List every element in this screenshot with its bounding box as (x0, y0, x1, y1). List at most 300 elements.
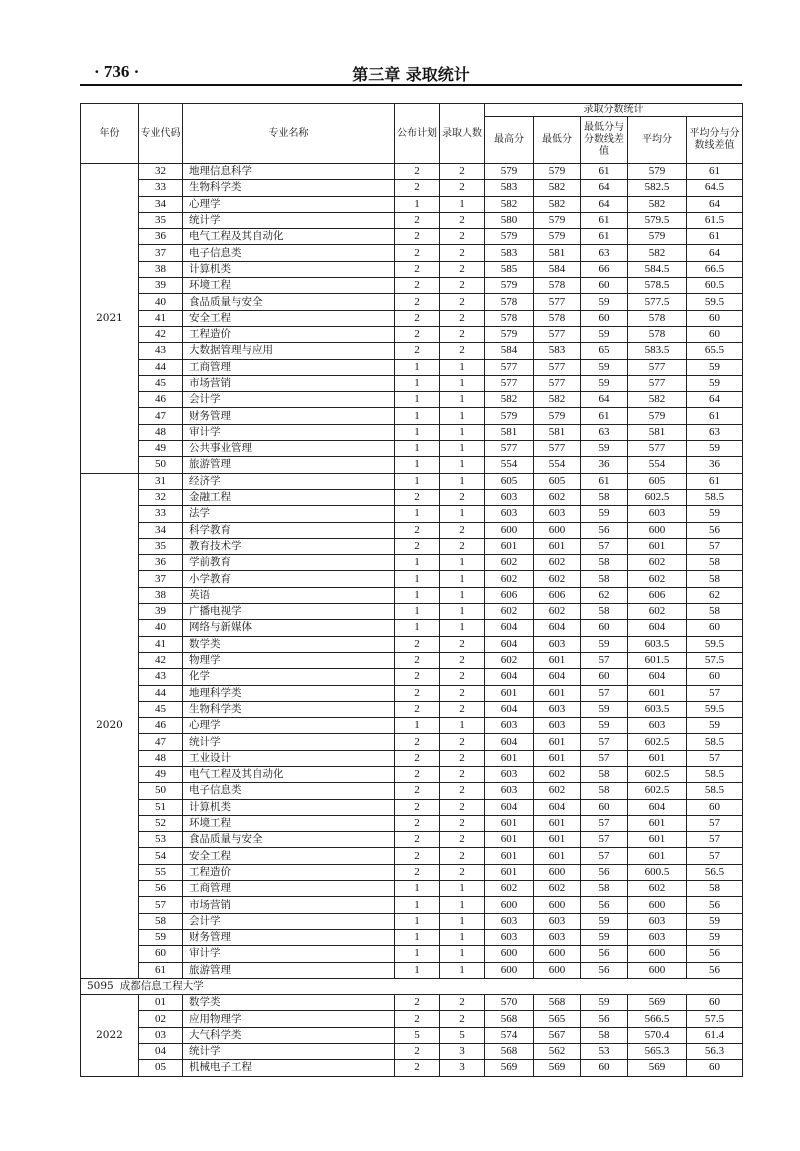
col-min: 最低分 (534, 117, 581, 164)
avg-cell: 582 (628, 392, 687, 408)
avg-diff-cell: 60 (687, 669, 743, 685)
plan-cell: 1 (395, 392, 440, 408)
avg-diff-cell: 58 (687, 881, 743, 897)
min-diff-cell: 58 (581, 571, 628, 587)
name-cell: 统计学 (183, 734, 395, 750)
avg-cell: 600.5 (628, 864, 687, 880)
avg-diff-cell: 56 (687, 946, 743, 962)
table-row (81, 1060, 743, 1076)
avg-diff-cell: 59 (687, 441, 743, 457)
plan-cell: 2 (395, 294, 440, 310)
admit-cell: 1 (440, 457, 485, 473)
name-cell: 工业设计 (183, 750, 395, 766)
avg-diff-cell: 57 (687, 832, 743, 848)
year-cell: 2020 (81, 473, 139, 978)
admit-cell: 1 (440, 946, 485, 962)
admit-cell: 2 (440, 799, 485, 815)
code-cell: 44 (139, 685, 183, 701)
plan-cell: 2 (395, 734, 440, 750)
max-cell: 574 (485, 1027, 534, 1043)
admit-cell: 1 (440, 473, 485, 489)
code-cell: 36 (139, 229, 183, 245)
name-cell: 金融工程 (183, 489, 395, 505)
plan-cell: 2 (395, 522, 440, 538)
name-cell: 食品质量与安全 (183, 832, 395, 848)
table-row (81, 848, 743, 864)
name-cell: 市场营销 (183, 897, 395, 913)
max-cell: 579 (485, 326, 534, 342)
col-admit: 录取人数 (440, 104, 485, 164)
code-cell: 37 (139, 245, 183, 261)
min-cell: 565 (534, 1011, 581, 1027)
code-cell: 56 (139, 881, 183, 897)
admit-cell: 2 (440, 245, 485, 261)
min-diff-cell: 62 (581, 587, 628, 603)
admit-cell: 1 (440, 897, 485, 913)
min-diff-cell: 58 (581, 881, 628, 897)
table-row (81, 310, 743, 326)
avg-cell: 602.5 (628, 766, 687, 782)
code-cell: 05 (139, 1060, 183, 1076)
avg-diff-cell: 62 (687, 587, 743, 603)
plan-cell: 2 (395, 489, 440, 505)
plan-cell: 2 (395, 701, 440, 717)
table-row (81, 555, 743, 571)
min-cell: 579 (534, 164, 581, 180)
max-cell: 579 (485, 408, 534, 424)
name-cell: 数学类 (183, 636, 395, 652)
min-diff-cell: 56 (581, 1011, 628, 1027)
plan-cell: 1 (395, 897, 440, 913)
min-diff-cell: 56 (581, 946, 628, 962)
table-row (81, 897, 743, 913)
admit-cell: 2 (440, 701, 485, 717)
code-cell: 55 (139, 864, 183, 880)
avg-diff-cell: 59 (687, 929, 743, 945)
min-cell: 601 (534, 750, 581, 766)
table-row (81, 652, 743, 668)
code-cell: 50 (139, 457, 183, 473)
avg-diff-cell: 61 (687, 229, 743, 245)
plan-cell: 1 (395, 587, 440, 603)
avg-cell: 569 (628, 995, 687, 1011)
plan-cell: 2 (395, 669, 440, 685)
avg-diff-cell: 59.5 (687, 701, 743, 717)
min-diff-cell: 59 (581, 995, 628, 1011)
plan-cell: 2 (395, 278, 440, 294)
min-cell: 562 (534, 1044, 581, 1060)
admit-cell: 1 (440, 506, 485, 522)
min-diff-cell: 60 (581, 1060, 628, 1076)
avg-cell: 600 (628, 962, 687, 978)
avg-cell: 602 (628, 604, 687, 620)
plan-cell: 2 (395, 1011, 440, 1027)
code-cell: 44 (139, 359, 183, 375)
min-diff-cell: 64 (581, 180, 628, 196)
admit-cell: 2 (440, 326, 485, 342)
admit-cell: 2 (440, 652, 485, 668)
avg-diff-cell: 58 (687, 555, 743, 571)
min-diff-cell: 59 (581, 913, 628, 929)
min-cell: 582 (534, 392, 581, 408)
max-cell: 601 (485, 538, 534, 554)
max-cell: 580 (485, 212, 534, 228)
max-cell: 554 (485, 457, 534, 473)
max-cell: 600 (485, 946, 534, 962)
min-diff-cell: 36 (581, 457, 628, 473)
plan-cell: 2 (395, 766, 440, 782)
max-cell: 604 (485, 799, 534, 815)
name-cell: 小学教育 (183, 571, 395, 587)
admit-cell: 2 (440, 1011, 485, 1027)
table-row (81, 326, 743, 342)
max-cell: 600 (485, 897, 534, 913)
avg-cell: 570.4 (628, 1027, 687, 1043)
admission-table (80, 103, 743, 1077)
min-cell: 605 (534, 473, 581, 489)
min-cell: 600 (534, 897, 581, 913)
min-diff-cell: 60 (581, 310, 628, 326)
avg-cell: 603.5 (628, 701, 687, 717)
col-stats-group: 录取分数统计 (485, 104, 743, 117)
name-cell: 财务管理 (183, 929, 395, 945)
table-row (81, 1011, 743, 1027)
table-row (81, 392, 743, 408)
admit-cell: 1 (440, 620, 485, 636)
min-cell: 579 (534, 212, 581, 228)
name-cell: 心理学 (183, 196, 395, 212)
table-row (81, 473, 743, 489)
plan-cell: 1 (395, 473, 440, 489)
max-cell: 600 (485, 962, 534, 978)
code-cell: 48 (139, 424, 183, 440)
name-cell: 大气科学类 (183, 1027, 395, 1043)
min-cell: 578 (534, 278, 581, 294)
min-cell: 603 (534, 701, 581, 717)
max-cell: 603 (485, 783, 534, 799)
table-row (81, 1044, 743, 1060)
max-cell: 604 (485, 701, 534, 717)
plan-cell: 1 (395, 506, 440, 522)
plan-cell: 2 (395, 1060, 440, 1076)
code-cell: 52 (139, 815, 183, 831)
max-cell: 603 (485, 489, 534, 505)
avg-cell: 569 (628, 1060, 687, 1076)
admit-cell: 2 (440, 164, 485, 180)
name-cell: 环境工程 (183, 815, 395, 831)
max-cell: 604 (485, 669, 534, 685)
col-code: 专业代码 (139, 104, 183, 164)
code-cell: 42 (139, 326, 183, 342)
plan-cell: 2 (395, 212, 440, 228)
table-row (81, 946, 743, 962)
min-diff-cell: 57 (581, 815, 628, 831)
avg-cell: 577.5 (628, 294, 687, 310)
admit-cell: 1 (440, 359, 485, 375)
min-cell: 603 (534, 929, 581, 945)
min-cell: 577 (534, 375, 581, 391)
code-cell: 40 (139, 620, 183, 636)
admit-cell: 1 (440, 929, 485, 945)
min-diff-cell: 58 (581, 604, 628, 620)
table-row (81, 832, 743, 848)
table-row (81, 180, 743, 196)
plan-cell: 1 (395, 457, 440, 473)
avg-cell: 606 (628, 587, 687, 603)
avg-diff-cell: 59.5 (687, 636, 743, 652)
code-cell: 51 (139, 799, 183, 815)
max-cell: 579 (485, 278, 534, 294)
plan-cell: 1 (395, 196, 440, 212)
table-row (81, 212, 743, 228)
name-cell: 物理学 (183, 652, 395, 668)
max-cell: 578 (485, 310, 534, 326)
min-diff-cell: 56 (581, 864, 628, 880)
avg-cell: 601 (628, 750, 687, 766)
max-cell: 604 (485, 620, 534, 636)
max-cell: 583 (485, 180, 534, 196)
code-cell: 45 (139, 375, 183, 391)
admit-cell: 3 (440, 1044, 485, 1060)
name-cell: 机械电子工程 (183, 1060, 395, 1076)
table-row (81, 669, 743, 685)
name-cell: 广播电视学 (183, 604, 395, 620)
avg-cell: 581 (628, 424, 687, 440)
table-row (81, 294, 743, 310)
name-cell: 环境工程 (183, 278, 395, 294)
max-cell: 584 (485, 343, 534, 359)
admit-cell: 1 (440, 881, 485, 897)
name-cell: 科学教育 (183, 522, 395, 538)
min-cell: 603 (534, 913, 581, 929)
avg-diff-cell: 60 (687, 326, 743, 342)
name-cell: 电子信息类 (183, 783, 395, 799)
name-cell: 经济学 (183, 473, 395, 489)
plan-cell: 2 (395, 180, 440, 196)
max-cell: 579 (485, 164, 534, 180)
min-cell: 567 (534, 1027, 581, 1043)
min-diff-cell: 57 (581, 848, 628, 864)
code-cell: 38 (139, 261, 183, 277)
admit-cell: 1 (440, 555, 485, 571)
min-diff-cell: 61 (581, 164, 628, 180)
min-cell: 602 (534, 555, 581, 571)
col-name: 专业名称 (183, 104, 395, 164)
avg-cell: 602.5 (628, 783, 687, 799)
avg-cell: 602.5 (628, 489, 687, 505)
name-cell: 会计学 (183, 392, 395, 408)
table-row (81, 913, 743, 929)
avg-diff-cell: 60 (687, 995, 743, 1011)
avg-cell: 601 (628, 538, 687, 554)
plan-cell: 1 (395, 946, 440, 962)
admit-cell: 2 (440, 783, 485, 799)
code-cell: 43 (139, 343, 183, 359)
name-cell: 会计学 (183, 913, 395, 929)
min-diff-cell: 58 (581, 555, 628, 571)
max-cell: 577 (485, 359, 534, 375)
name-cell: 心理学 (183, 718, 395, 734)
plan-cell: 2 (395, 343, 440, 359)
min-diff-cell: 64 (581, 196, 628, 212)
avg-diff-cell: 60 (687, 620, 743, 636)
min-diff-cell: 56 (581, 962, 628, 978)
admit-cell: 2 (440, 848, 485, 864)
name-cell: 生物科学类 (183, 701, 395, 717)
code-cell: 47 (139, 734, 183, 750)
max-cell: 602 (485, 881, 534, 897)
plan-cell: 2 (395, 164, 440, 180)
min-cell: 604 (534, 620, 581, 636)
plan-cell: 1 (395, 424, 440, 440)
min-cell: 582 (534, 196, 581, 212)
admit-cell: 2 (440, 343, 485, 359)
min-diff-cell: 59 (581, 701, 628, 717)
plan-cell: 1 (395, 408, 440, 424)
table-row (81, 929, 743, 945)
name-cell: 食品质量与安全 (183, 294, 395, 310)
code-cell: 46 (139, 392, 183, 408)
admit-cell: 2 (440, 522, 485, 538)
avg-cell: 603.5 (628, 636, 687, 652)
plan-cell: 2 (395, 652, 440, 668)
table-row (81, 864, 743, 880)
min-diff-cell: 60 (581, 669, 628, 685)
plan-cell: 1 (395, 604, 440, 620)
avg-cell: 600 (628, 522, 687, 538)
table-row (81, 815, 743, 831)
admit-cell: 2 (440, 832, 485, 848)
admit-cell: 1 (440, 196, 485, 212)
name-cell: 审计学 (183, 946, 395, 962)
min-diff-cell: 60 (581, 278, 628, 294)
code-cell: 34 (139, 522, 183, 538)
min-diff-cell: 59 (581, 326, 628, 342)
code-cell: 39 (139, 604, 183, 620)
code-cell: 33 (139, 180, 183, 196)
max-cell: 600 (485, 522, 534, 538)
avg-diff-cell: 59 (687, 506, 743, 522)
name-cell: 安全工程 (183, 310, 395, 326)
code-cell: 42 (139, 652, 183, 668)
name-cell: 电气工程及其自动化 (183, 766, 395, 782)
admit-cell: 2 (440, 815, 485, 831)
min-diff-cell: 58 (581, 489, 628, 505)
min-cell: 602 (534, 571, 581, 587)
min-cell: 554 (534, 457, 581, 473)
table-row (81, 750, 743, 766)
avg-diff-cell: 56.5 (687, 864, 743, 880)
admit-cell: 2 (440, 734, 485, 750)
max-cell: 601 (485, 832, 534, 848)
name-cell: 工程造价 (183, 326, 395, 342)
name-cell: 工商管理 (183, 881, 395, 897)
avg-cell: 577 (628, 441, 687, 457)
col-year: 年份 (81, 104, 139, 164)
avg-diff-cell: 57.5 (687, 652, 743, 668)
admit-cell: 3 (440, 1060, 485, 1076)
avg-cell: 604 (628, 799, 687, 815)
max-cell: 603 (485, 718, 534, 734)
min-diff-cell: 59 (581, 441, 628, 457)
max-cell: 569 (485, 1060, 534, 1076)
min-cell: 581 (534, 424, 581, 440)
admit-cell: 2 (440, 180, 485, 196)
table-row (81, 489, 743, 505)
avg-cell: 579 (628, 164, 687, 180)
name-cell: 统计学 (183, 212, 395, 228)
min-cell: 568 (534, 995, 581, 1011)
admit-cell: 1 (440, 962, 485, 978)
avg-diff-cell: 56 (687, 522, 743, 538)
avg-cell: 584.5 (628, 261, 687, 277)
min-diff-cell: 57 (581, 652, 628, 668)
min-cell: 584 (534, 261, 581, 277)
plan-cell: 1 (395, 620, 440, 636)
col-plan: 公布计划 (395, 104, 440, 164)
avg-diff-cell: 56 (687, 962, 743, 978)
admit-cell: 2 (440, 766, 485, 782)
avg-cell: 604 (628, 669, 687, 685)
min-diff-cell: 59 (581, 636, 628, 652)
name-cell: 审计学 (183, 424, 395, 440)
avg-diff-cell: 60 (687, 799, 743, 815)
table-row (81, 962, 743, 978)
col-min-diff: 最低分与分数线差值 (581, 117, 628, 164)
max-cell: 603 (485, 929, 534, 945)
code-cell: 48 (139, 750, 183, 766)
avg-diff-cell: 61 (687, 408, 743, 424)
avg-diff-cell: 64 (687, 196, 743, 212)
avg-diff-cell: 65.5 (687, 343, 743, 359)
min-diff-cell: 53 (581, 1044, 628, 1060)
code-cell: 47 (139, 408, 183, 424)
page-number: · 736 · (94, 62, 140, 81)
avg-cell: 566.5 (628, 1011, 687, 1027)
min-diff-cell: 57 (581, 832, 628, 848)
code-cell: 36 (139, 555, 183, 571)
plan-cell: 2 (395, 685, 440, 701)
plan-cell: 2 (395, 310, 440, 326)
min-diff-cell: 57 (581, 685, 628, 701)
plan-cell: 1 (395, 881, 440, 897)
plan-cell: 1 (395, 375, 440, 391)
min-diff-cell: 59 (581, 375, 628, 391)
max-cell: 606 (485, 587, 534, 603)
name-cell: 法学 (183, 506, 395, 522)
admit-cell: 1 (440, 913, 485, 929)
university-name: 成都信息工程大学 (119, 979, 204, 992)
avg-diff-cell: 56.3 (687, 1044, 743, 1060)
min-cell: 603 (534, 636, 581, 652)
min-cell: 600 (534, 946, 581, 962)
min-cell: 604 (534, 669, 581, 685)
min-diff-cell: 57 (581, 750, 628, 766)
min-diff-cell: 58 (581, 766, 628, 782)
plan-cell: 1 (395, 929, 440, 945)
avg-cell: 582 (628, 196, 687, 212)
min-cell: 601 (534, 685, 581, 701)
min-cell: 602 (534, 766, 581, 782)
max-cell: 568 (485, 1011, 534, 1027)
code-cell: 38 (139, 587, 183, 603)
avg-diff-cell: 57 (687, 815, 743, 831)
min-diff-cell: 61 (581, 408, 628, 424)
avg-diff-cell: 61 (687, 164, 743, 180)
chapter-title: 第三章 录取统计 (352, 65, 470, 84)
code-cell: 57 (139, 897, 183, 913)
table-row (81, 522, 743, 538)
